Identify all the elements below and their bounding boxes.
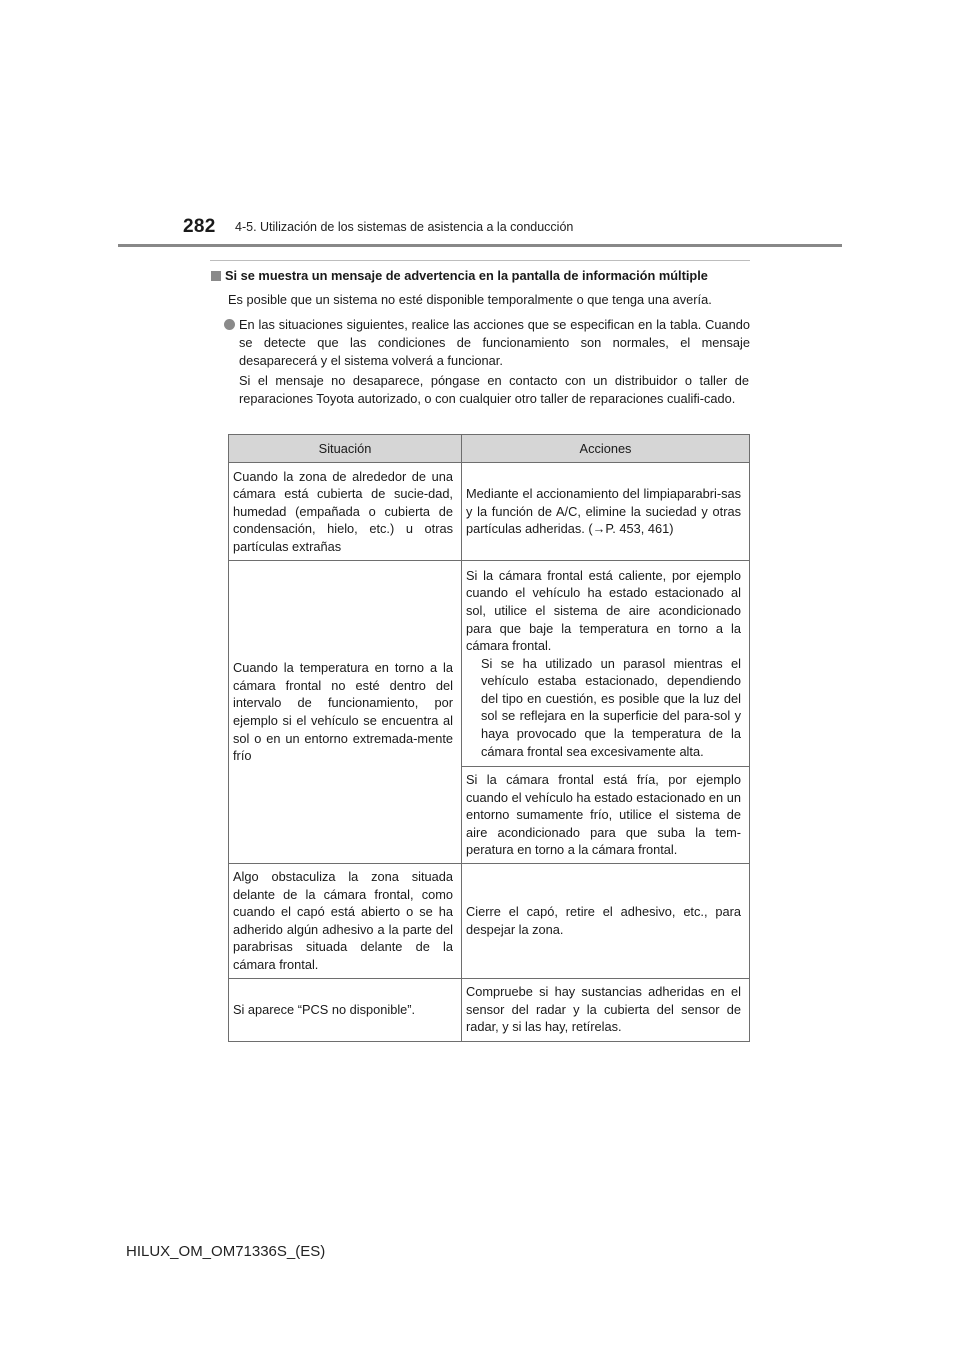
situation-cell: Cuando la zona de alrededor de una cámara está cubierta de sucie-dad, humedad (empañada o cubierta de condensación, hielo, etc.) u otras partículas extrañas	[229, 463, 462, 561]
table-row	[229, 863, 750, 978]
situation-cell: Algo obstaculiza la zona situada delante de la cámara frontal, como cuando el capó está abierto o se ha adherido algún adhesivo a la parte del parabrisas situada delante de la cámara frontal.	[229, 863, 462, 978]
situations-table	[228, 434, 750, 1042]
bullet-item	[224, 316, 750, 370]
table-row	[229, 561, 750, 767]
action-cell: Si la cámara frontal está fría, por ejemplo cuando el vehículo ha estado estacionado en un entorno sumamente frío, utilice el sistema de aire acondicionado para que suba la tem-peratura en torno a la cámara frontal.	[462, 767, 750, 864]
warning-heading	[211, 268, 708, 283]
section-title: 4-5. Utilización de los sistemas de asistencia a la conducción	[235, 220, 574, 234]
action-cell: Mediante el accionamiento del limpiaparabri-sas y la función de A/C, elimine la suciedad y otras partículas adheridas. (→P. 453, 461)	[462, 463, 750, 561]
bullet-paragraph: Si el mensaje no desaparece, póngase en contacto con un distribuidor o taller de reparaciones Toyota autorizado, o con cualquier otro taller de reparaciones cualifi-cado.	[239, 373, 749, 406]
square-bullet-icon	[211, 271, 221, 281]
document-code: HILUX_OM_OM71336S_(ES)	[126, 1243, 326, 1260]
table-header-row	[229, 435, 750, 463]
situation-cell: Si aparece “PCS no disponible”.	[229, 978, 462, 1041]
situation-cell: Cuando la temperatura en torno a la cámara frontal no esté dentro del intervalo de funcionamiento, por ejemplo si el vehículo se encuentra al sol o en un entorno extremada-mente frío	[229, 561, 462, 864]
circle-bullet-icon	[224, 319, 235, 330]
heading-text: Si se muestra un mensaje de advertencia en la pantalla de información múltiple	[225, 268, 708, 283]
intro-text: Es posible que un sistema no esté disponible temporalmente o que tenga una avería.	[228, 292, 712, 307]
content-rule	[210, 260, 750, 261]
page-number: 282	[183, 216, 216, 237]
action-cell	[462, 561, 750, 767]
column-header-actions: Acciones	[462, 435, 750, 463]
table-row	[229, 978, 750, 1041]
action-cell: Cierre el capó, retire el adhesivo, etc., para despejar la zona.	[462, 863, 750, 978]
bullet-text: En las situaciones siguientes, realice las acciones que se especifican en la tabla. Cuando se detecte que las condiciones de funcionamiento son normales, el mensaje desaparecerá y el sistema volverá a funcionar.	[239, 317, 750, 368]
column-header-situation: Situación	[229, 435, 462, 463]
header-rule	[118, 244, 842, 247]
action-cell: Compruebe si hay sustancias adheridas en el sensor del radar y la cubierta del sensor de radar, y si las hay, retírelas.	[462, 978, 750, 1041]
action-text: Si la cámara frontal está caliente, por ejemplo cuando el vehículo ha estado estacionado al sol, utilice el sistema de aire acondicionado para que baje la temperatura en torno a la cámara frontal.	[466, 567, 741, 654]
action-note: Si se ha utilizado un parasol mientras el vehículo estaba estacionado, dependiendo del tipo en cuestión, es posible que la luz del sol se reflejara en la superficie del para-sol y haya provocado que la temperatura de la cámara frontal sea excesivamente alta.	[481, 655, 741, 759]
table-row	[229, 463, 750, 561]
